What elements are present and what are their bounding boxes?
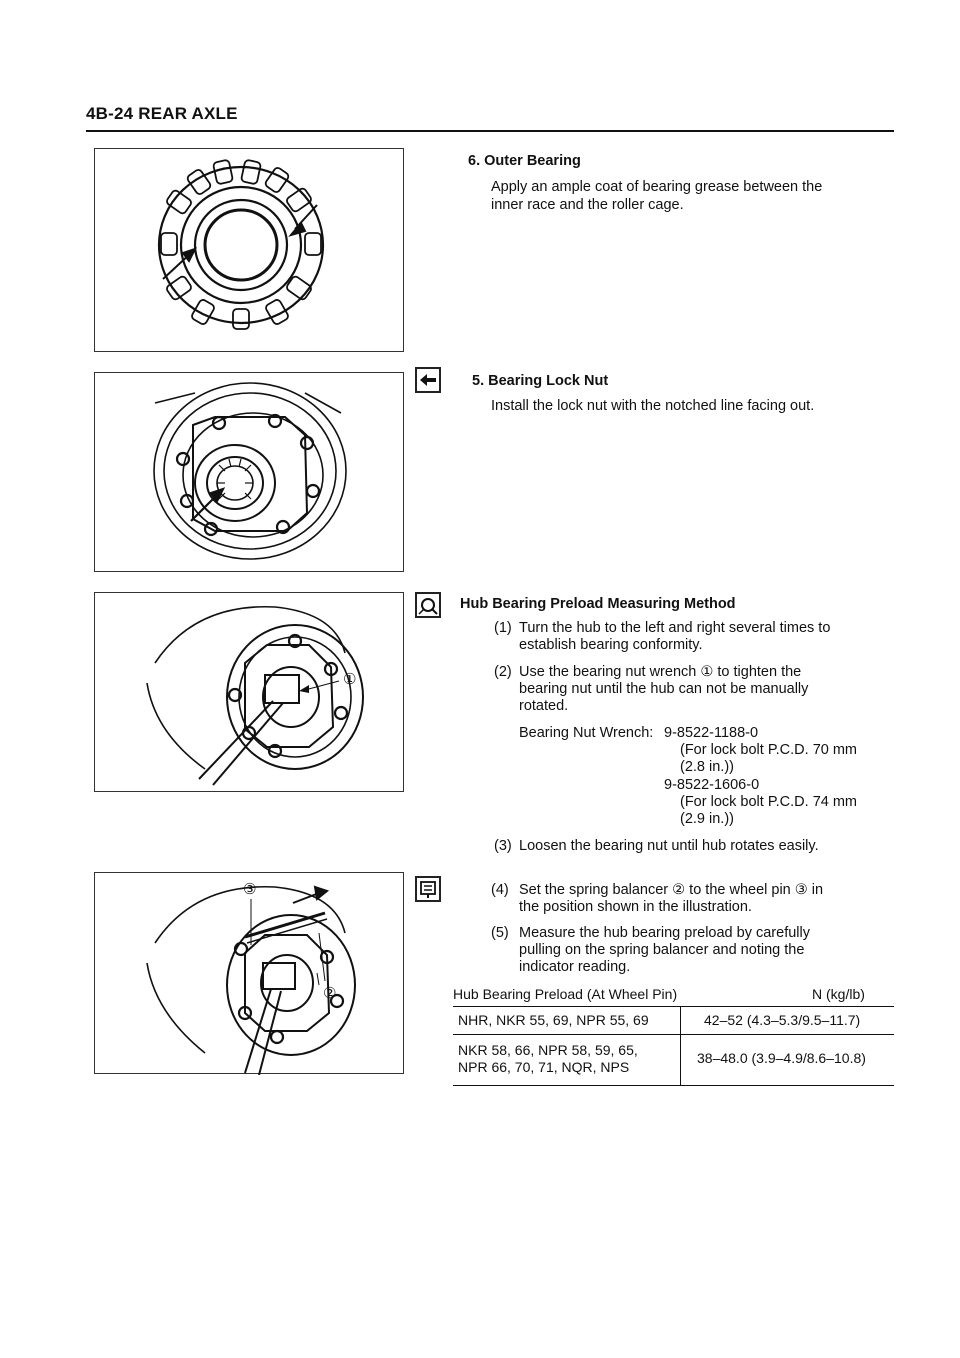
- table-unit: N (kg/lb): [812, 986, 865, 1002]
- figure-callout-2: ②: [323, 985, 337, 1002]
- page-title: 4B-24 REAR AXLE: [86, 104, 238, 123]
- step5-text: Install the lock nut with the notched line facing out.: [491, 398, 815, 414]
- gauge-icon: [415, 876, 441, 902]
- figure-callout-3: ③: [243, 881, 257, 898]
- item5-number: (5): [491, 925, 509, 941]
- table-row2-model-line1: NKR 58, 66, NPR 58, 59, 65,: [458, 1042, 638, 1058]
- wrench-part2-note: (For lock bolt P.C.D. 74 mm: [680, 794, 858, 810]
- item1-line1: Turn the hub to the left and right several times to: [519, 620, 831, 636]
- table-row1-model: NHR, NKR 55, 69, NPR 55, 69: [458, 1012, 649, 1028]
- figure-bearing-nut-wrench: [94, 592, 404, 792]
- item4-line1: Set the spring balancer ② to the wheel pin ③ in: [519, 882, 824, 898]
- measure-icon: [415, 592, 441, 618]
- wrench-illustration: [95, 593, 405, 793]
- item2-line1: Use the bearing nut wrench ① to tighten the: [519, 664, 802, 680]
- item5-line2: pulling on the spring balancer and noting the: [519, 942, 805, 958]
- step6-text-line1: Apply an ample coat of bearing grease between the: [491, 179, 823, 195]
- table-row2-model-line2: NPR 66, 70, 71, NQR, NPS: [458, 1059, 630, 1075]
- figure-spring-balancer: [94, 872, 404, 1074]
- table-mid-rule: [453, 1034, 894, 1035]
- preload-heading: Hub Bearing Preload Measuring Method: [460, 596, 736, 612]
- item4-line2: the position shown in the illustration.: [519, 899, 752, 915]
- table-row2-value: 38–48.0 (3.9–4.9/8.6–10.8): [697, 1050, 866, 1066]
- item2-number: (2): [494, 664, 512, 680]
- step6-text-line2: inner race and the roller cage.: [491, 197, 684, 213]
- figure-callout-1: ①: [343, 671, 357, 688]
- table-title: Hub Bearing Preload (At Wheel Pin): [453, 986, 678, 1002]
- table-top-rule: [453, 1006, 894, 1007]
- item2-line2: bearing nut until the hub can not be manually: [519, 681, 809, 697]
- item2-line3: rotated.: [519, 698, 569, 714]
- figure-outer-bearing: [94, 148, 404, 352]
- item5-line1: Measure the hub bearing preload by carefully: [519, 925, 810, 941]
- item3-line1: Loosen the bearing nut until hub rotates easily.: [519, 838, 819, 854]
- page-header: [86, 104, 894, 132]
- install-arrow-icon: [415, 367, 441, 393]
- table-row1-value: 42–52 (4.3–5.3/9.5–11.7): [704, 1012, 861, 1028]
- wrench-part1: 9-8522-1188-0: [664, 725, 759, 741]
- wrench-part2: 9-8522-1606-0: [664, 777, 760, 793]
- step5-heading: 5. Bearing Lock Nut: [472, 373, 609, 389]
- wrench-part1-note: (For lock bolt P.C.D. 70 mm: [680, 742, 858, 758]
- item5-line3: indicator reading.: [519, 959, 631, 975]
- figure-bearing-lock-nut: [94, 372, 404, 572]
- item3-number: (3): [494, 838, 512, 854]
- item1-number: (1): [494, 620, 512, 636]
- item4-number: (4): [491, 882, 509, 898]
- step6-heading: 6. Outer Bearing: [468, 153, 581, 169]
- table-column-divider: [680, 1006, 681, 1085]
- wrench-label: Bearing Nut Wrench:: [519, 725, 654, 741]
- outer-bearing-illustration: [95, 149, 405, 353]
- lock-nut-illustration: [95, 373, 405, 573]
- wrench-part1-note2: (2.8 in.)): [680, 759, 734, 775]
- item1-line2: establish bearing conformity.: [519, 637, 703, 653]
- table-bottom-rule: [453, 1085, 894, 1086]
- spring-balancer-illustration: [95, 873, 405, 1075]
- wrench-part2-note2: (2.9 in.)): [680, 811, 734, 827]
